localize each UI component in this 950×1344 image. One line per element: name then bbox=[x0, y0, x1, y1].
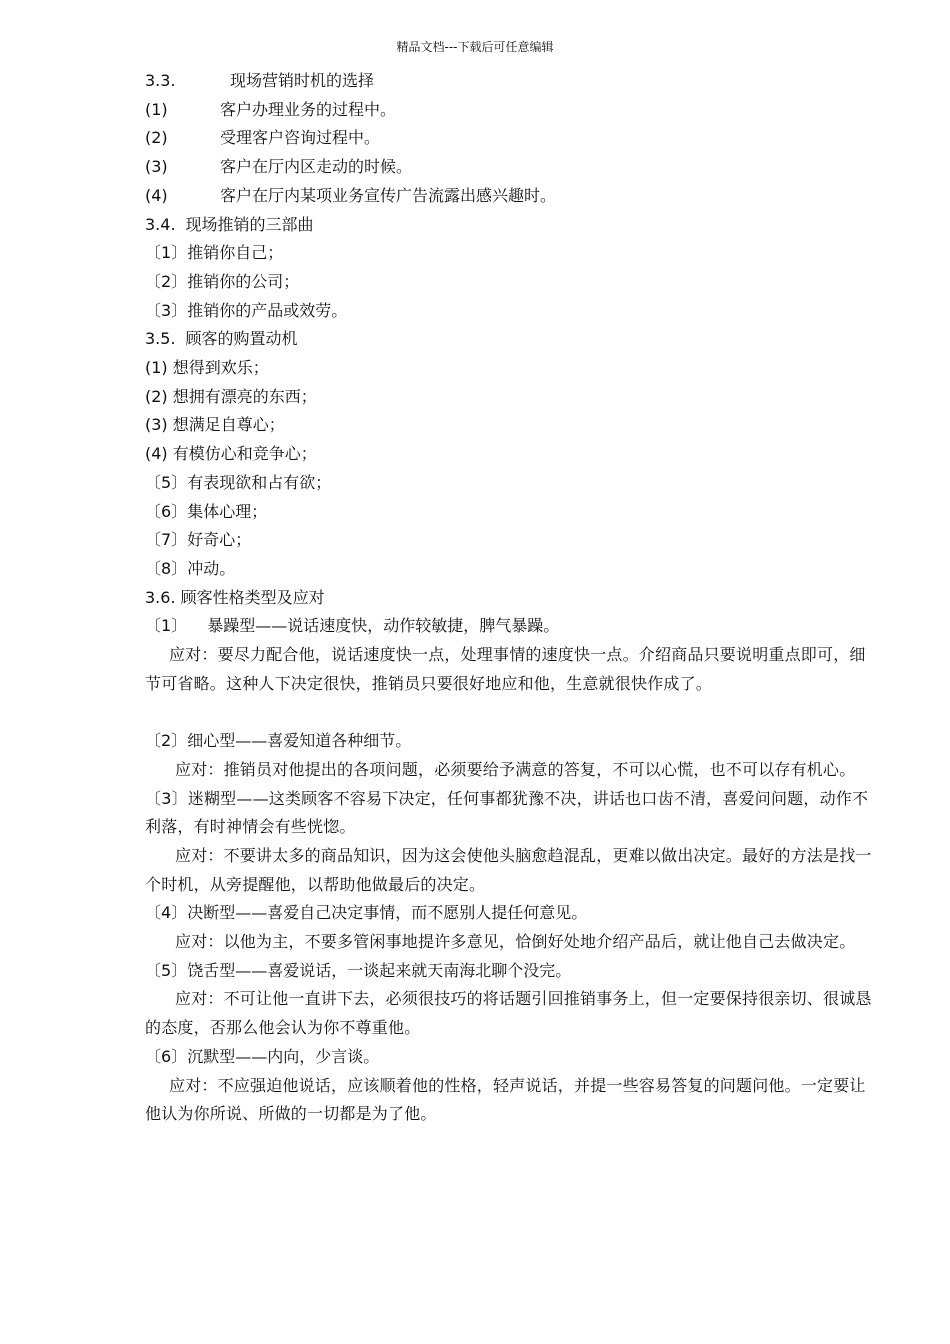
item-text: 沉默型——内向，少言谈。 bbox=[187, 1046, 380, 1066]
item-text: 想拥有漂亮的东西； bbox=[172, 386, 317, 406]
type-item-4 bbox=[145, 899, 875, 928]
list-item bbox=[145, 124, 875, 153]
type-item-5 bbox=[145, 957, 875, 986]
type-response-5: 应对：不可让他一直讲下去，必须很技巧的将话题引回推销事务上，但一定要保持很亲切、很诚恳的态度，否那么他会认为你不尊重他。 bbox=[145, 989, 872, 1038]
item-text: 想满足自尊心； bbox=[172, 415, 285, 435]
section-title: 顾客的购置动机 bbox=[185, 329, 298, 349]
type-response-3: 应对：不要讲太多的商品知识，因为这会使他头脑愈趋混乱，更难以做出决定。最好的方法是找一个时机，从旁提醒他，以帮助他做最后的决定。 bbox=[145, 845, 872, 894]
document-body bbox=[145, 67, 875, 1129]
item-number: 〔5〕 bbox=[145, 472, 188, 492]
section-number: 3.6. bbox=[145, 587, 176, 607]
item-number: 〔1〕 bbox=[145, 243, 188, 263]
blank-line bbox=[145, 698, 875, 727]
item-text: 暴躁型——说话速度快，动作较敏捷，脾气暴躁。 bbox=[207, 616, 560, 636]
list-item bbox=[145, 297, 875, 326]
type-item-2 bbox=[145, 727, 875, 756]
section-heading-3-3 bbox=[145, 67, 875, 96]
section-title: 现场营销时机的选择 bbox=[230, 71, 375, 90]
item-number: 〔3〕 bbox=[145, 300, 188, 320]
item-text: 客户在厅内某项业务宣传广告流露出感兴趣时。 bbox=[220, 185, 557, 205]
list-item bbox=[145, 239, 875, 268]
section-heading-3-5 bbox=[145, 325, 875, 354]
item-number: (4) bbox=[145, 444, 168, 464]
item-text: 客户办理业务的过程中。 bbox=[220, 99, 397, 119]
section-heading-3-4 bbox=[145, 211, 875, 240]
list-item bbox=[145, 354, 875, 383]
list-item bbox=[145, 96, 875, 125]
section-number: 3.3. bbox=[145, 71, 176, 90]
item-number: (1) bbox=[145, 99, 168, 119]
item-text: 想得到欢乐； bbox=[172, 358, 269, 378]
item-number: (3) bbox=[145, 157, 168, 177]
item-text: 集体心理； bbox=[187, 501, 268, 521]
item-text: 推销你的产品或效劳。 bbox=[187, 300, 348, 320]
item-text: 迷糊型——这类顾客不容易下决定，任何事都犹豫不决，讲话也口齿不清，喜爱问问题，动作不利落，有时神情会有些恍惚。 bbox=[145, 788, 869, 837]
type-response-2: 应对：推销员对他提出的各项问题，必须要给予满意的答复，不可以心慌，也不可以存有机心。 bbox=[175, 759, 856, 779]
section-title: 现场推销的三部曲 bbox=[185, 214, 314, 234]
list-item bbox=[145, 411, 875, 440]
list-item bbox=[145, 383, 875, 412]
list-item bbox=[145, 555, 875, 584]
list-item bbox=[145, 153, 875, 182]
item-number: (1) bbox=[145, 358, 168, 378]
type-item-6 bbox=[145, 1043, 875, 1072]
section-title: 顾客性格类型及应对 bbox=[180, 587, 325, 607]
type-response-1: 应对：要尽力配合他，说话速度快一点，处理事情的速度快一点。介绍商品只要说明重点即可，细节可省略。这种人下决定很快，推销员只要很好地应和他，生意就很快作成了。 bbox=[145, 645, 866, 693]
item-text: 推销你自己； bbox=[187, 243, 284, 263]
type-item-1 bbox=[145, 612, 875, 641]
item-text: 有表现欲和占有欲； bbox=[187, 472, 332, 492]
list-item bbox=[145, 182, 875, 211]
item-number: (4) bbox=[145, 185, 168, 205]
item-text: 冲动。 bbox=[187, 558, 236, 578]
item-number: 〔6〕 bbox=[145, 1046, 188, 1066]
type-response-4: 应对：以他为主，不要多管闲事地提许多意见，恰倒好处地介绍产品后，就让他自己去做决定。 bbox=[175, 932, 856, 952]
item-text: 有模仿心和竞争心； bbox=[172, 444, 317, 464]
item-number: 〔7〕 bbox=[145, 530, 188, 550]
item-number: 〔2〕 bbox=[145, 731, 188, 751]
item-text: 推销你的公司； bbox=[187, 271, 300, 291]
list-item bbox=[145, 526, 875, 555]
item-number: 〔8〕 bbox=[145, 558, 188, 578]
item-text: 受理客户咨询过程中。 bbox=[220, 128, 381, 148]
item-number: (2) bbox=[145, 128, 168, 148]
item-text: 细心型——喜爱知道各种细节。 bbox=[187, 731, 412, 751]
item-number: 〔3〕 bbox=[145, 788, 188, 808]
item-text: 饶舌型——喜爱说话，一谈起来就天南海北聊个没完。 bbox=[187, 960, 572, 980]
item-number: 〔6〕 bbox=[145, 501, 188, 521]
item-text: 决断型——喜爱自己决定事情，而不愿别人提任何意见。 bbox=[187, 903, 588, 923]
item-number: (3) bbox=[145, 415, 168, 435]
item-text: 客户在厅内区走动的时候。 bbox=[220, 157, 413, 177]
item-number: (2) bbox=[145, 386, 168, 406]
item-number: 〔5〕 bbox=[145, 960, 188, 980]
type-response-6: 应对：不应强迫他说话，应该顺着他的性格，轻声说话，并提一些容易答复的问题问他。一定要让他认为你所说、所做的一切都是为了他。 bbox=[145, 1075, 866, 1124]
item-text: 好奇心； bbox=[187, 530, 252, 550]
item-number: 〔1〕 bbox=[145, 616, 188, 636]
item-number: 〔4〕 bbox=[145, 903, 188, 923]
list-item bbox=[145, 469, 875, 498]
list-item bbox=[145, 440, 875, 469]
list-item bbox=[145, 498, 875, 527]
list-item bbox=[145, 268, 875, 297]
section-number: 3.4. bbox=[145, 214, 176, 234]
type-item-3 bbox=[145, 785, 875, 842]
page-header: 精品文档---下载后可任意编辑 bbox=[396, 40, 554, 54]
item-number: 〔2〕 bbox=[145, 271, 188, 291]
section-number: 3.5. bbox=[145, 329, 176, 349]
section-heading-3-6 bbox=[145, 584, 875, 613]
